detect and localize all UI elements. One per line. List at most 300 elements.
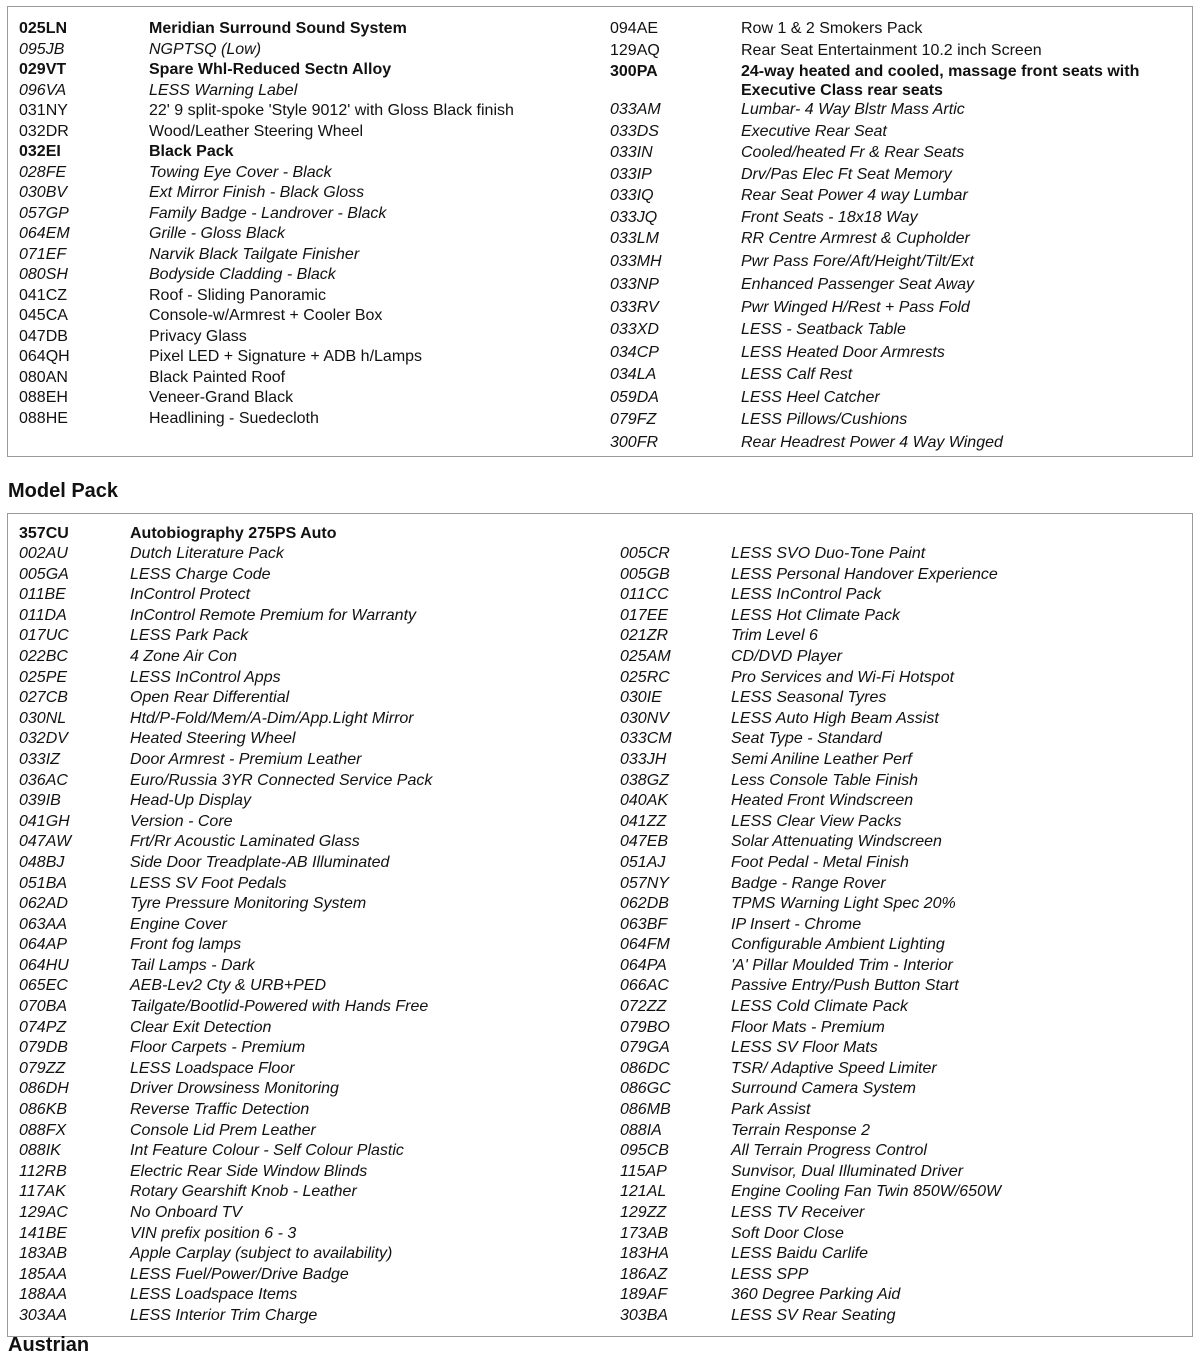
option-row — [610, 165, 1190, 187]
option-row — [19, 306, 589, 327]
option-row — [19, 997, 609, 1018]
option-row — [610, 208, 1190, 230]
option-row — [620, 626, 1190, 647]
option-row — [610, 275, 1190, 298]
option-description: Tyre Pressure Monitoring System — [130, 895, 367, 913]
option-row — [19, 688, 609, 709]
option-code: 185AA — [19, 1265, 68, 1283]
option-code: 129AQ — [610, 41, 660, 59]
option-row — [620, 1285, 1190, 1306]
option-description: Sunvisor, Dual Illuminated Driver — [731, 1162, 964, 1180]
option-row — [620, 997, 1190, 1018]
option-code: 121AL — [620, 1183, 667, 1201]
option-description: Tailgate/Bootlid-Powered with Hands Free — [130, 998, 429, 1016]
option-description: Grille - Gloss Black — [149, 225, 286, 242]
option-code: 063BF — [620, 915, 668, 933]
option-description: Rear Seat Power 4 way Lumbar — [741, 187, 968, 204]
option-description: Pro Services and Wi-Fi Hotspot — [731, 668, 955, 686]
option-row — [620, 771, 1190, 792]
option-code: 021ZR — [620, 627, 669, 645]
option-row — [19, 832, 609, 853]
option-description: Soft Door Close — [731, 1224, 844, 1242]
option-row — [610, 433, 1190, 455]
option-row — [19, 874, 609, 895]
option-code: 080AN — [19, 368, 68, 386]
option-code: 030NL — [19, 709, 67, 727]
option-code: 173AB — [620, 1224, 669, 1242]
option-code: 088IK — [19, 1142, 61, 1160]
option-row — [19, 19, 589, 40]
option-code: 086GC — [620, 1080, 671, 1098]
option-description: All Terrain Progress Control — [731, 1142, 927, 1160]
option-code: 062DB — [620, 895, 669, 913]
option-description: Floor Carpets - Premium — [130, 1039, 306, 1057]
option-row — [19, 1224, 609, 1245]
option-description: Reverse Traffic Detection — [130, 1101, 310, 1119]
option-code: 074PZ — [19, 1018, 67, 1036]
option-row — [620, 1079, 1190, 1100]
clipped-section-heading: Austrian — [8, 1334, 90, 1356]
option-description: Front Seats - 18x18 Way — [741, 208, 918, 226]
option-description: Rotary Gearshift Knob - Leather — [130, 1183, 357, 1201]
option-code: 183HA — [620, 1245, 669, 1263]
option-code: 064PA — [620, 956, 667, 974]
option-row — [19, 368, 589, 389]
option-description: Wood/Leather Steering Wheel — [149, 122, 364, 140]
option-description: 360 Degree Parking Aid — [731, 1286, 901, 1304]
option-row — [19, 750, 609, 771]
option-row — [19, 565, 609, 586]
option-description: LESS SV Rear Seating — [731, 1306, 896, 1324]
option-description: AEB-Lev2 Cty & URB+PED — [130, 977, 327, 995]
option-code: 028FE — [19, 163, 67, 181]
option-code: 033LM — [610, 230, 659, 247]
option-row — [19, 1121, 609, 1142]
option-code: 030BV — [19, 184, 68, 201]
option-row — [19, 791, 609, 812]
option-row — [19, 60, 589, 81]
option-code: 064EM — [19, 225, 70, 242]
option-description: Engine Cover — [130, 915, 227, 933]
option-code: 033DS — [610, 122, 659, 140]
option-code: 036AC — [19, 771, 68, 789]
option-code: 079GA — [620, 1039, 670, 1057]
option-code: 032DR — [19, 122, 69, 140]
option-description: IP Insert - Chrome — [731, 915, 862, 933]
option-row — [620, 1162, 1190, 1183]
option-row — [620, 565, 1190, 586]
option-code: 129ZZ — [620, 1204, 667, 1221]
option-row — [610, 122, 1190, 144]
option-code: 188AA — [19, 1286, 68, 1304]
option-code: 088EH — [19, 389, 68, 406]
option-code: 064FM — [620, 936, 670, 954]
option-code: 033JQ — [610, 208, 658, 226]
option-code: 129AC — [19, 1204, 68, 1221]
option-description: Electric Rear Side Window Blinds — [130, 1162, 368, 1180]
option-row — [610, 388, 1190, 411]
option-row — [19, 81, 589, 102]
option-row — [19, 647, 609, 668]
option-row — [620, 1224, 1190, 1245]
option-description: LESS Fuel/Power/Drive Badge — [130, 1265, 349, 1283]
option-description: LESS InControl Pack — [731, 586, 882, 604]
option-description: LESS Heated Door Armrests — [741, 343, 945, 361]
option-row — [610, 41, 1190, 63]
option-description: LESS SV Foot Pedals — [130, 874, 287, 892]
option-row — [19, 1265, 609, 1286]
option-description: Headlining - Suedecloth — [149, 409, 319, 427]
option-description: Family Badge - Landrover - Black — [149, 204, 387, 222]
option-code: 033NP — [610, 276, 659, 293]
option-code: 051AJ — [620, 853, 666, 871]
option-description: Pwr Pass Fore/Aft/Height/Tilt/Ext — [741, 253, 974, 270]
option-row — [19, 1100, 609, 1121]
option-row — [19, 1079, 609, 1100]
option-description: No Onboard TV — [130, 1204, 243, 1221]
option-code: 039IB — [19, 792, 61, 810]
option-description: Version - Core — [130, 812, 233, 830]
section-heading-model-pack: Model Pack — [8, 480, 119, 502]
option-description: LESS Interior Trim Charge — [130, 1306, 318, 1324]
option-code: 086MB — [620, 1101, 671, 1119]
option-row — [620, 1306, 1190, 1327]
option-code: 005GB — [620, 565, 670, 583]
option-description: Passive Entry/Push Button Start — [731, 977, 959, 995]
option-description: Cooled/heated Fr & Rear Seats — [741, 144, 965, 161]
option-code: 072ZZ — [620, 998, 667, 1016]
option-code: 186AZ — [620, 1265, 668, 1283]
option-code: 057NY — [620, 874, 669, 892]
option-code: 071EF — [19, 245, 67, 263]
option-code: 086DH — [19, 1080, 69, 1098]
option-description: LESS Hot Climate Pack — [731, 606, 900, 624]
option-code: 088HE — [19, 409, 68, 427]
option-code: 011CC — [620, 586, 669, 604]
option-description: Surround Camera System — [731, 1080, 916, 1098]
option-description: LESS Personal Handover Experience — [731, 565, 998, 583]
option-description: 'A' Pillar Moulded Trim - Interior — [731, 956, 953, 974]
option-row — [620, 668, 1190, 689]
option-code: 303BA — [620, 1306, 669, 1324]
option-description: Row 1 & 2 Smokers Pack — [741, 20, 923, 37]
option-description: Meridian Surround Sound System — [149, 20, 407, 37]
option-code: 059DA — [610, 388, 659, 406]
option-code: 086DC — [620, 1059, 670, 1077]
option-row — [19, 956, 609, 977]
option-description: 24-way heated and cooled, massage front seats with Executive Class rear seats — [741, 63, 1140, 99]
option-row — [19, 1306, 609, 1327]
option-description: Euro/Russia 3YR Connected Service Pack — [130, 771, 433, 789]
option-row — [610, 343, 1190, 366]
option-row — [620, 915, 1190, 936]
option-row — [620, 688, 1190, 709]
option-code: 062AD — [19, 895, 68, 913]
option-row — [19, 245, 589, 266]
option-row — [620, 729, 1190, 750]
option-description: LESS InControl Apps — [130, 668, 281, 686]
option-description: 22' 9 split-spoke 'Style 9012' with Gloss Black finish — [149, 102, 514, 119]
option-code: 033MH — [610, 253, 662, 270]
option-row — [19, 915, 609, 936]
option-code: 300PA — [610, 63, 658, 80]
option-description: Pwr Winged H/Rest + Pass Fold — [741, 298, 970, 316]
option-row — [19, 1141, 609, 1162]
option-row — [610, 100, 1190, 122]
option-row — [620, 1141, 1190, 1162]
option-code: 189AF — [620, 1286, 668, 1304]
option-code: 070BA — [19, 998, 68, 1016]
option-code: 025RC — [620, 668, 670, 686]
option-description: LESS Park Pack — [130, 627, 249, 645]
option-code: 066AC — [620, 977, 669, 995]
option-code: 034CP — [610, 343, 659, 361]
option-row — [620, 1018, 1190, 1039]
option-description: Drv/Pas Elec Ft Seat Memory — [741, 165, 952, 183]
option-description: LESS Warning Label — [149, 81, 298, 99]
option-description: LESS Heel Catcher — [741, 388, 880, 406]
option-description: Black Pack — [149, 143, 234, 160]
option-row — [620, 1265, 1190, 1286]
option-code: 141BE — [19, 1224, 68, 1242]
option-description: Autobiography 275PS Auto — [130, 525, 337, 542]
option-code: 095JB — [19, 40, 65, 58]
option-code: 041CZ — [19, 286, 68, 304]
option-row — [620, 585, 1190, 606]
option-description: Semi Aniline Leather Perf — [731, 750, 912, 768]
option-code: 033IN — [610, 144, 653, 161]
option-description: Executive Rear Seat — [741, 122, 887, 140]
option-description: Trim Level 6 — [731, 627, 818, 645]
option-row — [19, 812, 609, 833]
option-description: Console Lid Prem Leather — [130, 1121, 316, 1139]
option-description: LESS Seasonal Tyres — [731, 689, 887, 707]
option-code: 017EE — [620, 606, 669, 624]
option-code: 033RV — [610, 298, 659, 316]
option-description: NGPTSQ (Low) — [149, 40, 262, 58]
option-description: LESS Charge Code — [130, 565, 271, 583]
option-code: 011BE — [19, 586, 66, 604]
option-description: Clear Exit Detection — [130, 1018, 272, 1036]
option-code: 005GA — [19, 565, 69, 583]
option-code: 033IQ — [610, 187, 654, 204]
option-code: 033AM — [610, 101, 661, 118]
option-code: 096VA — [19, 81, 67, 99]
option-row — [19, 1162, 609, 1183]
option-description: LESS Loadspace Floor — [130, 1059, 295, 1077]
option-code: 034LA — [610, 366, 657, 383]
option-row — [610, 229, 1190, 252]
option-description: Bodyside Cladding - Black — [149, 266, 336, 283]
option-code: 088IA — [620, 1121, 662, 1139]
option-description: LESS SPP — [731, 1265, 809, 1283]
option-row — [610, 252, 1190, 275]
option-row — [19, 853, 609, 874]
option-row — [19, 388, 589, 409]
option-row — [19, 1182, 609, 1203]
option-row — [19, 544, 609, 565]
option-row — [19, 729, 609, 750]
option-code: 002AU — [19, 545, 68, 562]
option-row — [620, 976, 1190, 997]
option-row — [19, 40, 589, 61]
option-code: 032DV — [19, 730, 68, 748]
option-row — [19, 1038, 609, 1059]
option-description: Privacy Glass — [149, 327, 247, 345]
option-description: Side Door Treadplate-AB Illuminated — [130, 853, 390, 871]
option-code: 022BC — [19, 647, 68, 665]
option-code: 079DB — [19, 1039, 68, 1057]
option-description: LESS Calf Rest — [741, 366, 853, 383]
option-code: 047AW — [19, 833, 72, 851]
option-row — [19, 771, 609, 792]
option-row — [620, 647, 1190, 668]
option-row — [19, 976, 609, 997]
option-description: Open Rear Differential — [130, 689, 290, 707]
option-description: LESS SV Floor Mats — [731, 1039, 878, 1057]
option-description: Front fog lamps — [130, 936, 242, 954]
option-row — [620, 544, 1190, 565]
option-description: Console-w/Armrest + Cooler Box — [149, 307, 383, 324]
option-code: 045CA — [19, 307, 68, 324]
option-code: 033JH — [620, 750, 667, 768]
option-row — [19, 224, 589, 245]
option-code: 005CR — [620, 545, 670, 562]
option-description: Door Armrest - Premium Leather — [130, 750, 362, 768]
option-row — [19, 347, 589, 368]
option-code: 080SH — [19, 266, 68, 283]
options-left-column — [19, 19, 589, 429]
option-row — [620, 812, 1190, 833]
option-description: Htd/P-Fold/Mem/A-Dim/App.Light Mirror — [130, 709, 414, 727]
option-row — [19, 327, 589, 348]
option-description: TSR/ Adaptive Speed Limiter — [731, 1059, 937, 1077]
option-row — [19, 286, 589, 307]
option-description: Rear Headrest Power 4 Way Winged — [741, 433, 1003, 451]
option-code: 027CB — [19, 689, 68, 707]
option-row — [610, 365, 1190, 388]
option-row — [620, 935, 1190, 956]
option-description: Seat Type - Standard — [731, 730, 882, 748]
option-description: LESS Pillows/Cushions — [741, 411, 908, 428]
option-description: Head-Up Display — [130, 792, 251, 810]
option-row — [19, 935, 609, 956]
option-description: Badge - Range Rover — [731, 874, 886, 892]
option-description: Engine Cooling Fan Twin 850W/650W — [731, 1183, 1002, 1201]
option-description: Heated Steering Wheel — [130, 730, 296, 748]
option-description: LESS Auto High Beam Assist — [731, 709, 939, 727]
option-code: 047EB — [620, 833, 669, 851]
option-code: 048BJ — [19, 853, 65, 871]
option-code: 030NV — [620, 709, 669, 727]
option-description: Configurable Ambient Lighting — [731, 936, 945, 954]
option-row — [19, 709, 609, 730]
option-row — [610, 298, 1190, 321]
options-right-column — [610, 19, 1190, 454]
option-code: 094AE — [610, 20, 659, 37]
option-row — [620, 1059, 1190, 1080]
options-box — [7, 6, 1193, 457]
option-code: 086KB — [19, 1101, 68, 1119]
option-row — [19, 409, 589, 430]
option-code: 031NY — [19, 102, 68, 119]
option-code: 303AA — [19, 1306, 68, 1324]
option-row — [610, 410, 1190, 433]
option-description: Frt/Rr Acoustic Laminated Glass — [130, 833, 360, 851]
model-pack-title-row — [19, 524, 619, 545]
option-code: 011DA — [19, 606, 67, 624]
option-row — [610, 19, 1190, 41]
option-row — [19, 1059, 609, 1080]
option-description: Ext Mirror Finish - Black Gloss — [149, 184, 365, 201]
option-description: Black Painted Roof — [149, 368, 286, 386]
option-code: 029VT — [19, 61, 67, 78]
option-row — [620, 956, 1190, 977]
option-row — [620, 894, 1190, 915]
option-code: 112RB — [19, 1162, 67, 1180]
option-code: 300FR — [610, 433, 659, 451]
option-code: 033IZ — [19, 750, 60, 768]
option-code: 357CU — [19, 525, 69, 542]
option-row — [19, 204, 589, 225]
option-description: InControl Protect — [130, 586, 251, 604]
option-code: 063AA — [19, 915, 68, 933]
option-row — [19, 183, 589, 204]
option-row — [610, 143, 1190, 165]
option-code: 025LN — [19, 20, 68, 37]
model-pack-left-column — [19, 544, 609, 1327]
option-description: Less Console Table Finish — [731, 771, 919, 789]
option-row — [620, 606, 1190, 627]
option-description: Solar Attenuating Windscreen — [731, 833, 942, 851]
option-row — [620, 750, 1190, 771]
option-code: 057GP — [19, 204, 69, 222]
option-row — [620, 1244, 1190, 1265]
option-code: 079ZZ — [19, 1059, 66, 1077]
option-code: 047DB — [19, 327, 68, 345]
option-description: Pixel LED + Signature + ADB h/Lamps — [149, 348, 423, 365]
option-row — [610, 62, 1190, 100]
option-code: 079FZ — [610, 411, 657, 428]
option-row — [620, 853, 1190, 874]
option-description: Int Feature Colour - Self Colour Plastic — [130, 1142, 404, 1160]
option-code: 030IE — [620, 689, 662, 707]
option-row — [620, 1203, 1190, 1224]
option-description: Terrain Response 2 — [731, 1121, 871, 1139]
option-row — [19, 265, 589, 286]
option-row — [19, 606, 609, 627]
option-description: Floor Mats - Premium — [731, 1018, 885, 1036]
option-row — [610, 320, 1190, 343]
option-description: Apple Carplay (subject to availability) — [130, 1245, 393, 1263]
option-description: LESS Clear View Packs — [731, 812, 902, 830]
option-row — [19, 1285, 609, 1306]
option-row — [19, 1018, 609, 1039]
option-description: Lumbar- 4 Way Blstr Mass Artic — [741, 101, 965, 118]
option-description: Narvik Black Tailgate Finisher — [149, 245, 360, 263]
option-description: LESS TV Receiver — [731, 1204, 865, 1221]
option-row — [620, 832, 1190, 853]
option-code: 033XD — [610, 321, 659, 338]
option-code: 064HU — [19, 956, 69, 974]
option-code: 033CM — [620, 730, 672, 748]
option-row — [620, 1038, 1190, 1059]
option-code: 088FX — [19, 1121, 67, 1139]
option-description: Tail Lamps - Dark — [130, 956, 255, 974]
option-row — [610, 186, 1190, 208]
option-description: Enhanced Passenger Seat Away — [741, 276, 975, 293]
option-code: 117AK — [19, 1183, 66, 1201]
